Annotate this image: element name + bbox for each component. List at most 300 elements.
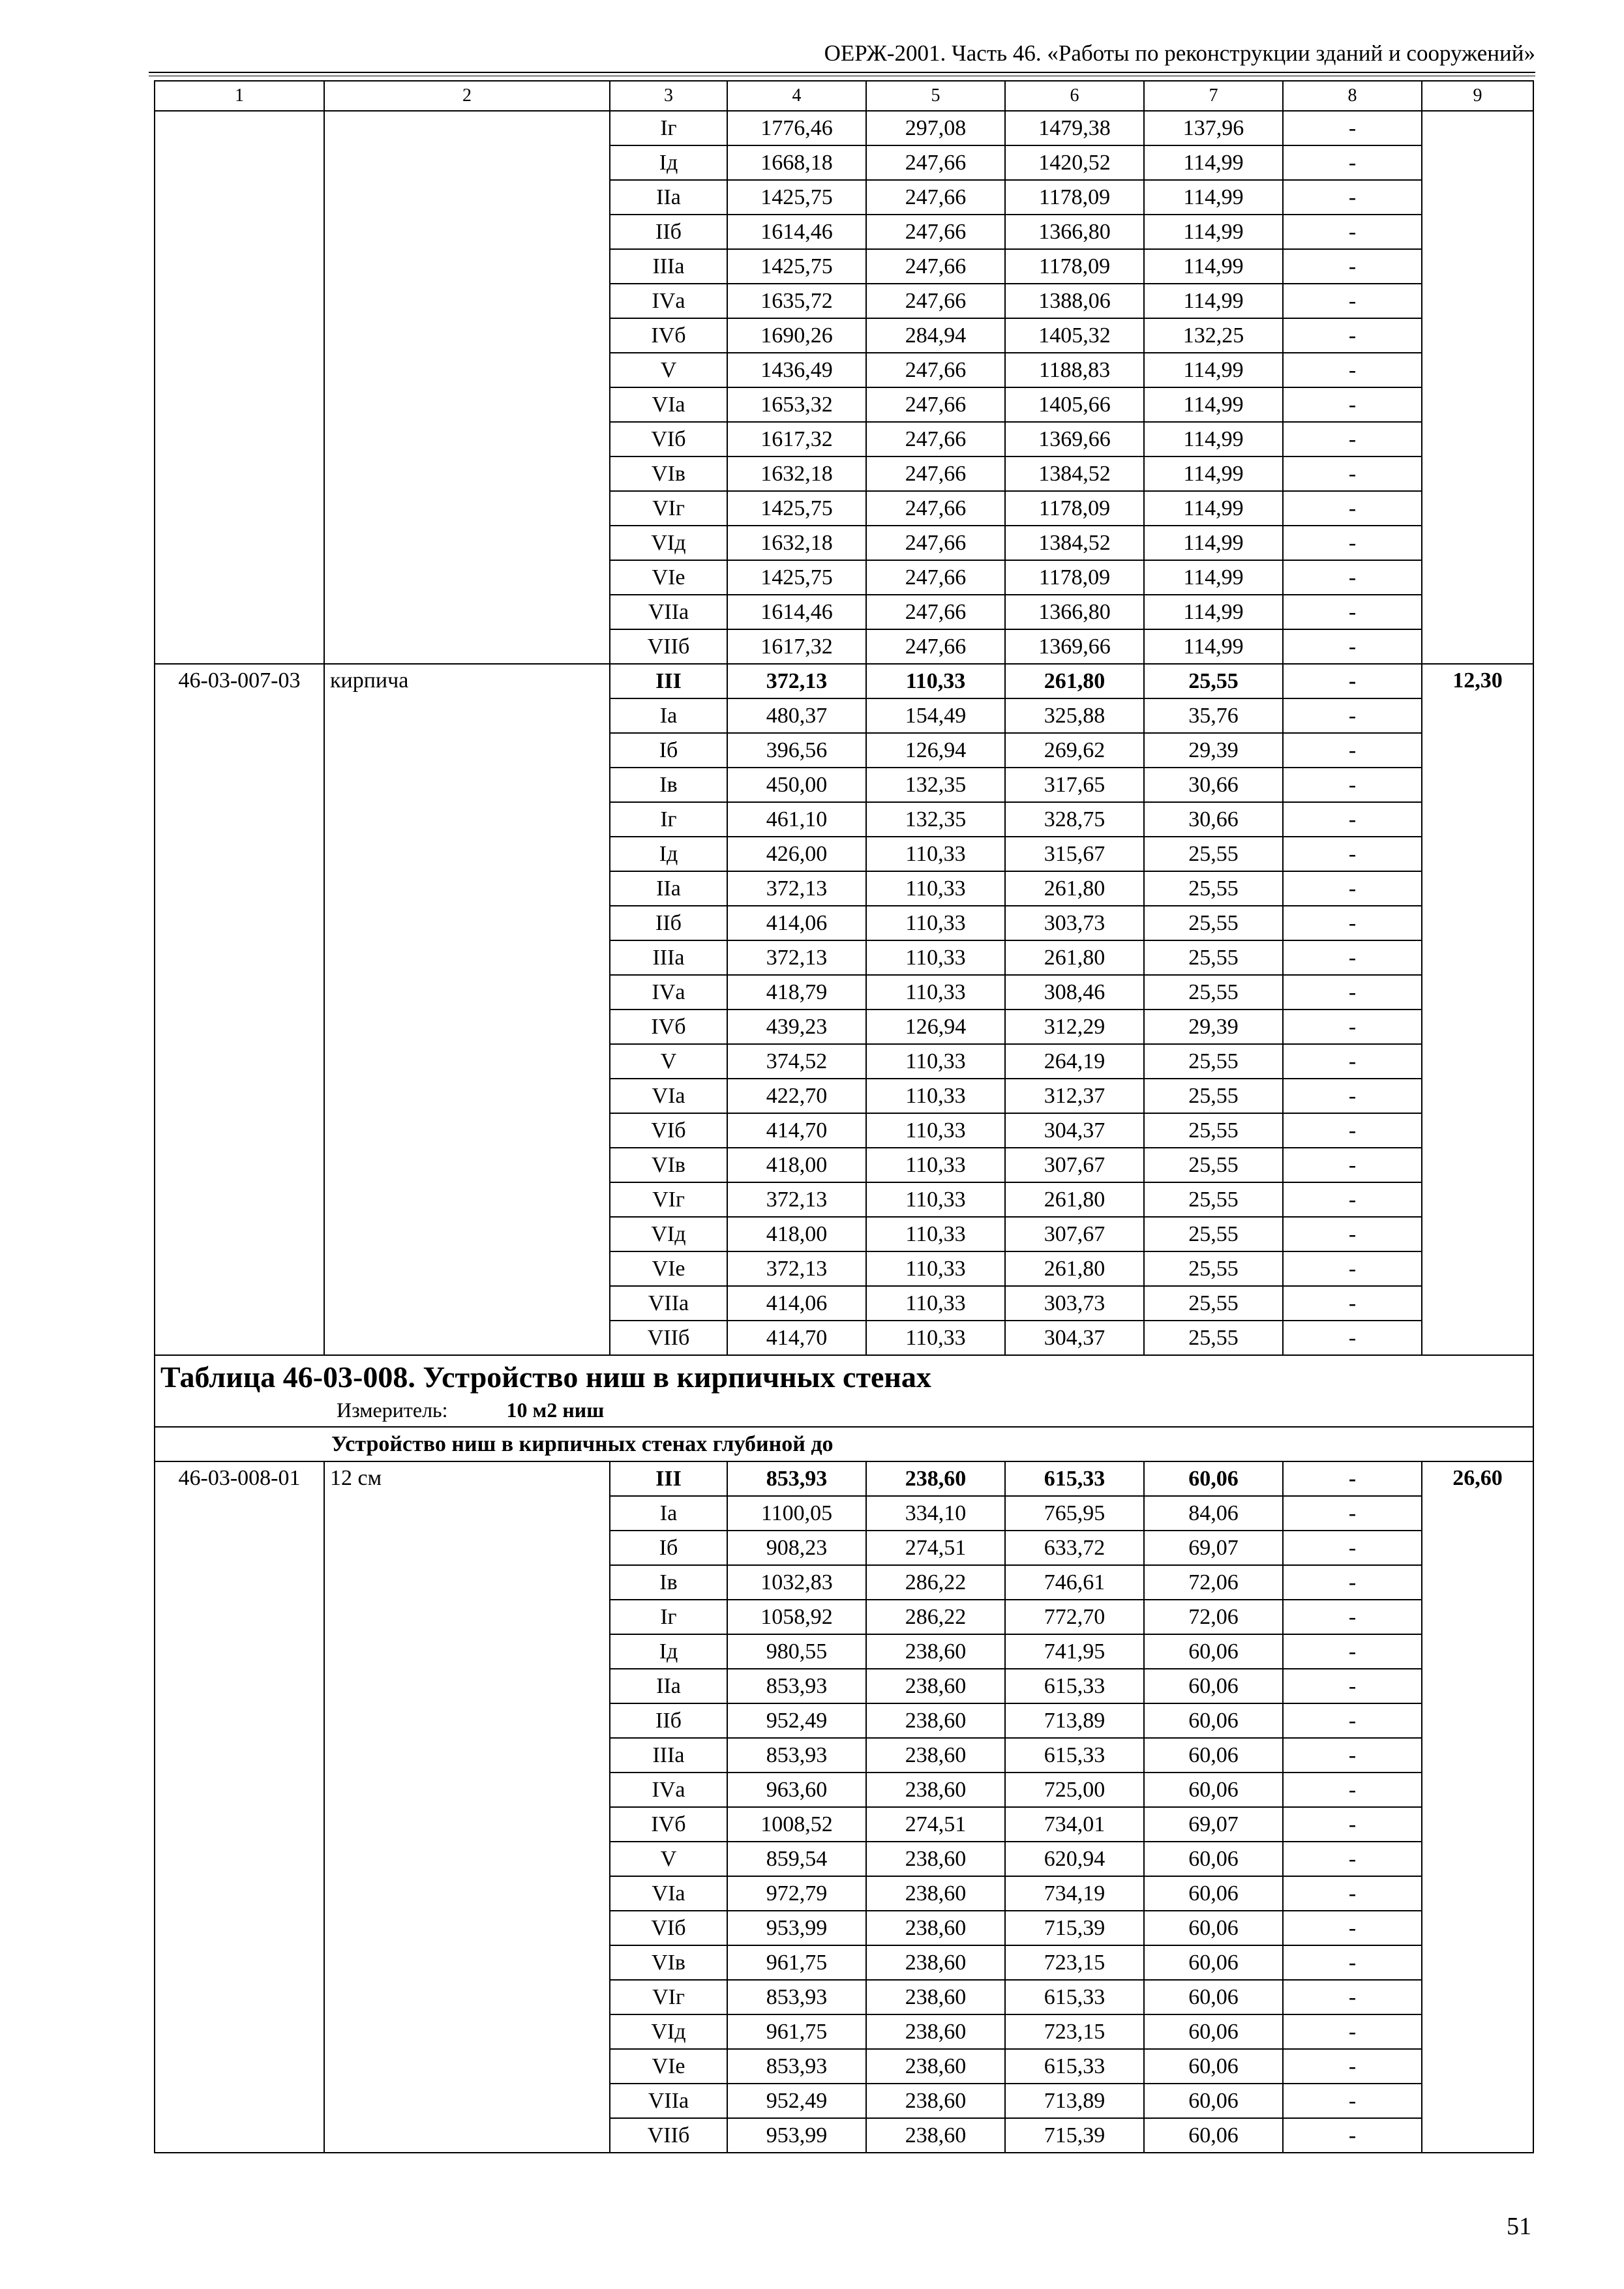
price-value: 261,80 <box>1005 940 1144 975</box>
price-value: 60,06 <box>1144 1738 1283 1773</box>
price-value: 303,73 <box>1005 906 1144 940</box>
price-value: - <box>1283 940 1422 975</box>
price-value: - <box>1283 768 1422 802</box>
region-code: IIб <box>610 906 727 940</box>
region-code: Iд <box>610 837 727 871</box>
price-value: 853,93 <box>727 2049 866 2084</box>
price-value: 961,75 <box>727 1945 866 1980</box>
region-code: IVб <box>610 318 727 353</box>
price-value: 25,55 <box>1144 871 1283 906</box>
region-code: VIд <box>610 1217 727 1251</box>
region-code: VIд <box>610 2014 727 2049</box>
price-value: 1178,09 <box>1005 491 1144 526</box>
region-code: V <box>610 1842 727 1876</box>
price-value: 1058,92 <box>727 1600 866 1634</box>
price-value: 132,35 <box>866 768 1005 802</box>
region-code: VIе <box>610 2049 727 2084</box>
region-code: VIIа <box>610 595 727 629</box>
price-value: 25,55 <box>1144 1113 1283 1148</box>
price-value: 286,22 <box>866 1565 1005 1600</box>
price-value: 238,60 <box>866 1980 1005 2014</box>
price-value: - <box>1283 1044 1422 1079</box>
price-value: 480,37 <box>727 698 866 733</box>
price-value: 1032,83 <box>727 1565 866 1600</box>
price-value: 114,99 <box>1144 180 1283 215</box>
region-code: VIе <box>610 1251 727 1286</box>
price-value: 414,06 <box>727 906 866 940</box>
price-value: - <box>1283 1842 1422 1876</box>
region-code: VIе <box>610 560 727 595</box>
price-value: - <box>1283 180 1422 215</box>
measure-line <box>160 1398 1527 1426</box>
region-code: IVб <box>610 1010 727 1044</box>
price-value: 238,60 <box>866 1842 1005 1876</box>
price-value: 953,99 <box>727 1911 866 1945</box>
region-code: VIг <box>610 1980 727 2014</box>
price-value: 238,60 <box>866 1738 1005 1773</box>
price-value: 1425,75 <box>727 249 866 284</box>
price-value: - <box>1283 2049 1422 2084</box>
price-value: 1653,32 <box>727 387 866 422</box>
region-code: Iб <box>610 733 727 768</box>
price-value: - <box>1283 215 1422 249</box>
price-value: 261,80 <box>1005 871 1144 906</box>
price-value: 238,60 <box>866 1634 1005 1669</box>
price-value: - <box>1283 1286 1422 1321</box>
price-value: 25,55 <box>1144 940 1283 975</box>
price-value: - <box>1283 906 1422 940</box>
price-value: 734,01 <box>1005 1807 1144 1842</box>
price-value: 110,33 <box>866 1321 1005 1355</box>
price-value: 734,19 <box>1005 1876 1144 1911</box>
price-value: 1668,18 <box>727 145 866 180</box>
price-value: 1632,18 <box>727 456 866 491</box>
region-code: IIIа <box>610 1738 727 1773</box>
region-code: Iа <box>610 1496 727 1531</box>
region-code: IIб <box>610 215 727 249</box>
price-value: 746,61 <box>1005 1565 1144 1600</box>
region-code: VIв <box>610 1945 727 1980</box>
table-row <box>155 664 1533 698</box>
price-value: 60,06 <box>1144 1634 1283 1669</box>
region-code: VIг <box>610 1182 727 1217</box>
price-value: 963,60 <box>727 1773 866 1807</box>
price-value: - <box>1283 387 1422 422</box>
price-value: - <box>1283 871 1422 906</box>
price-value: 60,06 <box>1144 2084 1283 2118</box>
price-value: - <box>1283 595 1422 629</box>
price-value: - <box>1283 664 1422 698</box>
region-code: Iг <box>610 1600 727 1634</box>
region-code: VIв <box>610 1148 727 1182</box>
price-value: 1632,18 <box>727 526 866 560</box>
price-value: 247,66 <box>866 249 1005 284</box>
price-value: 615,33 <box>1005 2049 1144 2084</box>
price-value: 60,06 <box>1144 2118 1283 2153</box>
price-value: 25,55 <box>1144 906 1283 940</box>
price-value: 132,25 <box>1144 318 1283 353</box>
price-value: 247,66 <box>866 526 1005 560</box>
price-value: 238,60 <box>866 1461 1005 1496</box>
price-value: 30,66 <box>1144 802 1283 837</box>
price-value: 60,06 <box>1144 2049 1283 2084</box>
region-code: III <box>610 664 727 698</box>
price-value: - <box>1283 2084 1422 2118</box>
price-value: 723,15 <box>1005 1945 1144 1980</box>
price-value: 765,95 <box>1005 1496 1144 1531</box>
price-value: - <box>1283 2118 1422 2153</box>
price-value: 114,99 <box>1144 387 1283 422</box>
price-value: 247,66 <box>866 180 1005 215</box>
price-value: 620,94 <box>1005 1842 1144 1876</box>
region-code: VIIб <box>610 629 727 664</box>
price-value: 615,33 <box>1005 1461 1144 1496</box>
price-value: 461,10 <box>727 802 866 837</box>
price-value: 1614,46 <box>727 215 866 249</box>
price-value: 110,33 <box>866 1113 1005 1148</box>
price-value: 69,07 <box>1144 1807 1283 1842</box>
price-value: 315,67 <box>1005 837 1144 871</box>
region-code: Iд <box>610 145 727 180</box>
price-value: 1384,52 <box>1005 456 1144 491</box>
price-value: 615,33 <box>1005 1980 1144 2014</box>
price-value: - <box>1283 2014 1422 2049</box>
price-value: 307,67 <box>1005 1217 1144 1251</box>
price-value: - <box>1283 975 1422 1010</box>
price-value: 772,70 <box>1005 1600 1144 1634</box>
price-value: - <box>1283 145 1422 180</box>
price-value: 72,06 <box>1144 1600 1283 1634</box>
price-value: - <box>1283 1321 1422 1355</box>
price-value: - <box>1283 249 1422 284</box>
price-value: 110,33 <box>866 1079 1005 1113</box>
region-code: IVб <box>610 1807 727 1842</box>
price-value: 114,99 <box>1144 456 1283 491</box>
price-value: 439,23 <box>727 1010 866 1044</box>
price-value: - <box>1283 111 1422 145</box>
price-value: 60,06 <box>1144 1842 1283 1876</box>
price-value: 110,33 <box>866 837 1005 871</box>
price-value: 126,94 <box>866 1010 1005 1044</box>
price-value: 1405,32 <box>1005 318 1144 353</box>
price-value: - <box>1283 1217 1422 1251</box>
price-value: 247,66 <box>866 629 1005 664</box>
column-number: 2 <box>324 81 610 111</box>
price-value: 69,07 <box>1144 1531 1283 1565</box>
price-value: 269,62 <box>1005 733 1144 768</box>
table-title-row <box>155 1355 1533 1427</box>
price-value: 1100,05 <box>727 1496 866 1531</box>
running-header: ОЕРЖ-2001. Часть 46. «Работы по реконструкции зданий и сооружений» <box>824 40 1535 66</box>
price-value: 1425,75 <box>727 491 866 526</box>
price-value: 615,33 <box>1005 1669 1144 1703</box>
price-value: 238,60 <box>866 1703 1005 1738</box>
price-value: 396,56 <box>727 733 866 768</box>
price-value: 60,06 <box>1144 1461 1283 1496</box>
price-value: 723,15 <box>1005 2014 1144 2049</box>
price-value: 60,06 <box>1144 1980 1283 2014</box>
price-value: 114,99 <box>1144 284 1283 318</box>
price-value: 114,99 <box>1144 422 1283 456</box>
price-value: 961,75 <box>727 2014 866 2049</box>
price-value: 25,55 <box>1144 1321 1283 1355</box>
price-value: 110,33 <box>866 906 1005 940</box>
price-value: 1178,09 <box>1005 180 1144 215</box>
price-value: 114,99 <box>1144 491 1283 526</box>
price-value: 110,33 <box>866 1251 1005 1286</box>
price-value: 238,60 <box>866 1945 1005 1980</box>
price-value: 908,23 <box>727 1531 866 1565</box>
price-value: 1178,09 <box>1005 560 1144 595</box>
measure-label: Измеритель: <box>337 1398 448 1422</box>
price-value: 953,99 <box>727 2118 866 2153</box>
price-value: - <box>1283 1980 1422 2014</box>
region-code: VIIб <box>610 2118 727 2153</box>
price-value: 312,29 <box>1005 1010 1144 1044</box>
price-value: 1420,52 <box>1005 145 1144 180</box>
column-number: 4 <box>727 81 866 111</box>
region-code: VIв <box>610 456 727 491</box>
region-code: VIIа <box>610 2084 727 2118</box>
price-value: 372,13 <box>727 1182 866 1217</box>
price-table <box>154 80 1534 2153</box>
region-code: IIа <box>610 1669 727 1703</box>
price-value: 25,55 <box>1144 1148 1283 1182</box>
price-value: 126,94 <box>866 733 1005 768</box>
price-value: 450,00 <box>727 768 866 802</box>
price-value: 238,60 <box>866 1773 1005 1807</box>
price-value: 334,10 <box>866 1496 1005 1531</box>
price-value: 286,22 <box>866 1600 1005 1634</box>
section-heading: Устройство ниш в кирпичных стенах глубиной до <box>155 1427 1533 1461</box>
price-value: - <box>1283 1876 1422 1911</box>
section-heading-row <box>155 1427 1533 1461</box>
price-value: 372,13 <box>727 664 866 698</box>
price-value: 853,93 <box>727 1461 866 1496</box>
price-value: 110,33 <box>866 940 1005 975</box>
region-code: IVа <box>610 284 727 318</box>
price-value: 713,89 <box>1005 2084 1144 2118</box>
region-code: Iв <box>610 768 727 802</box>
price-value: 247,66 <box>866 353 1005 387</box>
price-value: 372,13 <box>727 871 866 906</box>
price-value: - <box>1283 1945 1422 1980</box>
region-code: IVа <box>610 1773 727 1807</box>
price-value: 1425,75 <box>727 180 866 215</box>
price-value: 1384,52 <box>1005 526 1144 560</box>
price-value: - <box>1283 837 1422 871</box>
price-value: 1366,80 <box>1005 595 1144 629</box>
price-value: - <box>1283 456 1422 491</box>
price-value: 859,54 <box>727 1842 866 1876</box>
region-code: Iг <box>610 111 727 145</box>
price-value: 114,99 <box>1144 595 1283 629</box>
price-value: 1178,09 <box>1005 249 1144 284</box>
price-value: 1617,32 <box>727 629 866 664</box>
price-value: 274,51 <box>866 1531 1005 1565</box>
price-value: 1617,32 <box>727 422 866 456</box>
price-value: 980,55 <box>727 1634 866 1669</box>
price-value: 713,89 <box>1005 1703 1144 1738</box>
measure-value: 10 м2 ниш <box>506 1398 605 1422</box>
region-code: VIа <box>610 1876 727 1911</box>
column-number: 7 <box>1144 81 1283 111</box>
price-value: - <box>1283 1496 1422 1531</box>
price-value: 25,55 <box>1144 1251 1283 1286</box>
name-cell-continued <box>324 111 610 664</box>
price-value: 715,39 <box>1005 2118 1144 2153</box>
price-value: - <box>1283 1911 1422 1945</box>
price-value: 114,99 <box>1144 249 1283 284</box>
price-value: 238,60 <box>866 2118 1005 2153</box>
price-value: 247,66 <box>866 387 1005 422</box>
price-value: 238,60 <box>866 1911 1005 1945</box>
price-value: 247,66 <box>866 145 1005 180</box>
price-value: - <box>1283 1148 1422 1182</box>
price-value: 247,66 <box>866 560 1005 595</box>
price-value: 633,72 <box>1005 1531 1144 1565</box>
price-value: 25,55 <box>1144 1217 1283 1251</box>
price-value: 303,73 <box>1005 1286 1144 1321</box>
price-value: 72,06 <box>1144 1565 1283 1600</box>
item-code: 46-03-008-01 <box>155 1461 324 2153</box>
price-value: - <box>1283 1807 1422 1842</box>
price-value: 247,66 <box>866 456 1005 491</box>
price-value: - <box>1283 1738 1422 1773</box>
price-value: 414,70 <box>727 1321 866 1355</box>
region-code: IVа <box>610 975 727 1010</box>
item-col9-value: 26,60 <box>1422 1461 1533 2153</box>
price-value: - <box>1283 1010 1422 1044</box>
price-value: 60,06 <box>1144 2014 1283 2049</box>
region-code: VIIб <box>610 1321 727 1355</box>
price-value: 372,13 <box>727 940 866 975</box>
column-number: 8 <box>1283 81 1422 111</box>
region-code: VIд <box>610 526 727 560</box>
price-value: 972,79 <box>727 1876 866 1911</box>
price-value: 238,60 <box>866 2084 1005 2118</box>
item-code: 46-03-007-03 <box>155 664 324 1355</box>
price-value: - <box>1283 1634 1422 1669</box>
price-value: 84,06 <box>1144 1496 1283 1531</box>
price-value: 284,94 <box>866 318 1005 353</box>
price-value: 952,49 <box>727 1703 866 1738</box>
price-value: 247,66 <box>866 422 1005 456</box>
region-code: VIб <box>610 422 727 456</box>
region-code: Iв <box>610 1565 727 1600</box>
price-value: - <box>1283 1251 1422 1286</box>
price-value: 110,33 <box>866 1217 1005 1251</box>
price-value: 1366,80 <box>1005 215 1144 249</box>
column-number: 3 <box>610 81 727 111</box>
column-number: 5 <box>866 81 1005 111</box>
price-value: 1776,46 <box>727 111 866 145</box>
region-code: Iа <box>610 698 727 733</box>
item-col9-value: 12,30 <box>1422 664 1533 1355</box>
price-value: 110,33 <box>866 1044 1005 1079</box>
price-value: - <box>1283 802 1422 837</box>
price-value: 1614,46 <box>727 595 866 629</box>
price-value: - <box>1283 1079 1422 1113</box>
price-value: 35,76 <box>1144 698 1283 733</box>
price-value: 60,06 <box>1144 1773 1283 1807</box>
price-value: 25,55 <box>1144 1044 1283 1079</box>
price-value: 297,08 <box>866 111 1005 145</box>
header-rule <box>149 72 1535 73</box>
region-code: VIIа <box>610 1286 727 1321</box>
price-value: 414,06 <box>727 1286 866 1321</box>
table-title-cell <box>155 1355 1533 1427</box>
price-value: 264,19 <box>1005 1044 1144 1079</box>
price-value: 114,99 <box>1144 353 1283 387</box>
col9-cell-continued <box>1422 111 1533 664</box>
price-value: 1369,66 <box>1005 422 1144 456</box>
price-value: 114,99 <box>1144 629 1283 664</box>
price-value: 307,67 <box>1005 1148 1144 1182</box>
price-value: 1388,06 <box>1005 284 1144 318</box>
price-value: 29,39 <box>1144 733 1283 768</box>
item-name: 12 см <box>324 1461 610 2153</box>
price-value: - <box>1283 1461 1422 1496</box>
price-value: 261,80 <box>1005 1251 1144 1286</box>
price-value: - <box>1283 629 1422 664</box>
price-value: 137,96 <box>1144 111 1283 145</box>
price-value: - <box>1283 1773 1422 1807</box>
price-value: 238,60 <box>866 2014 1005 2049</box>
price-value: 60,06 <box>1144 1669 1283 1703</box>
price-value: 261,80 <box>1005 664 1144 698</box>
price-value: 114,99 <box>1144 560 1283 595</box>
price-value: 60,06 <box>1144 1911 1283 1945</box>
price-value: 110,33 <box>866 1148 1005 1182</box>
price-value: 110,33 <box>866 664 1005 698</box>
region-code: IIIа <box>610 940 727 975</box>
price-value: 1369,66 <box>1005 629 1144 664</box>
price-value: - <box>1283 422 1422 456</box>
price-value: 29,39 <box>1144 1010 1283 1044</box>
region-code: VIг <box>610 491 727 526</box>
price-value: - <box>1283 1703 1422 1738</box>
region-code: Iб <box>610 1531 727 1565</box>
region-code: IIб <box>610 1703 727 1738</box>
price-value: 238,60 <box>866 2049 1005 2084</box>
price-value: 238,60 <box>866 1669 1005 1703</box>
price-value: - <box>1283 1669 1422 1703</box>
price-value: - <box>1283 526 1422 560</box>
price-value: - <box>1283 353 1422 387</box>
price-value: 274,51 <box>866 1807 1005 1842</box>
price-value: - <box>1283 560 1422 595</box>
region-code: V <box>610 1044 727 1079</box>
price-value: 418,79 <box>727 975 866 1010</box>
price-value: 132,35 <box>866 802 1005 837</box>
price-value: 25,55 <box>1144 837 1283 871</box>
price-value: 325,88 <box>1005 698 1144 733</box>
table-title: Таблица 46-03-008. Устройство ниш в кирпичных стенах <box>160 1360 931 1394</box>
column-number-row <box>155 81 1533 111</box>
region-code: IIа <box>610 871 727 906</box>
price-value: 1635,72 <box>727 284 866 318</box>
price-value: 418,00 <box>727 1148 866 1182</box>
price-value: 247,66 <box>866 491 1005 526</box>
code-cell-continued <box>155 111 324 664</box>
price-value: 725,00 <box>1005 1773 1144 1807</box>
price-value: 328,75 <box>1005 802 1144 837</box>
price-value: 317,65 <box>1005 768 1144 802</box>
price-value: 1008,52 <box>727 1807 866 1842</box>
price-value: - <box>1283 1600 1422 1634</box>
price-value: 715,39 <box>1005 1911 1144 1945</box>
